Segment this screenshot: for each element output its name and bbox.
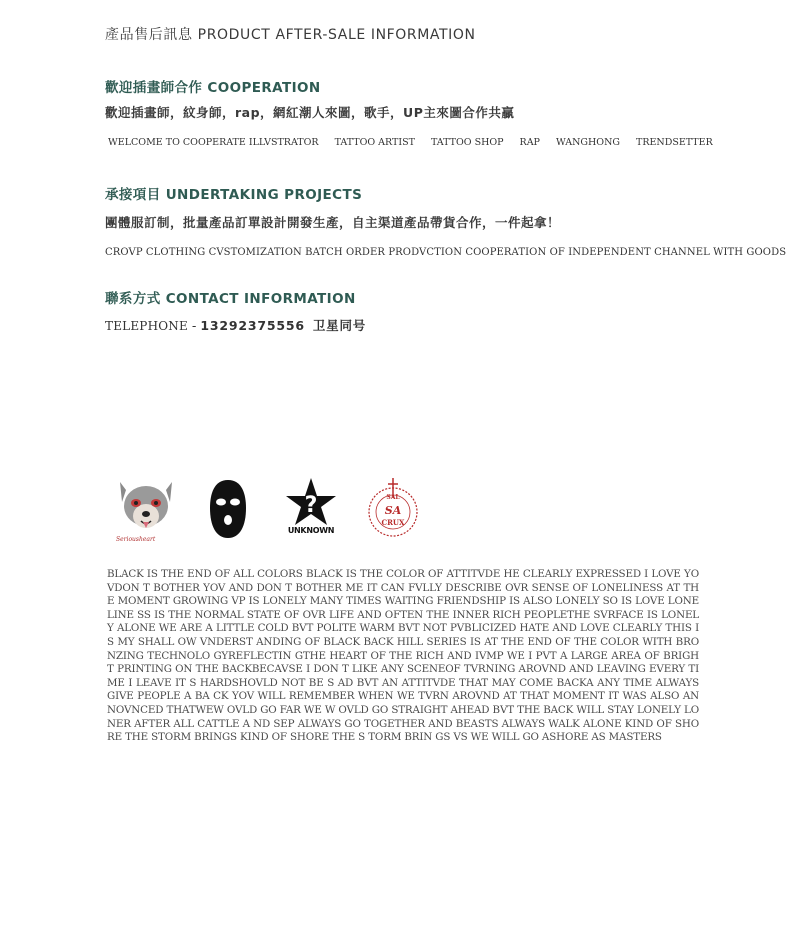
undertaking-line: CROVP CLOTHING CVSTOMIZATION BATCH ORDER PRODVCTION COOPERATION OF INDEPENDENT CHANNEL WITH GOODS xyxy=(105,247,787,258)
contact-phone xyxy=(105,316,366,334)
badge-mid-text: SA xyxy=(384,504,402,517)
sacrux-badge-logo xyxy=(363,476,423,542)
dog-logo-caption: Seriousheart xyxy=(116,536,156,543)
phone-note: 卫星同号 xyxy=(312,318,367,333)
balaclava-logo xyxy=(208,478,248,540)
brand-essay: BLACK IS THE END OF ALL COLORS BLACK IS THE COLOR OF ATTITVDE HE CLEARLY EXPRESSED I LOVE YOVDON T BOTHER YOV AND DON T BOTHER ME IT CAN FVLLY DESCRIBE OVR SENSE OF LONELINESS AT THE MOMENT GROWING VP IS LONELY MANY TIMES WAITING FRIENDSHIP IS ALSO LONELY SO IS LOVE LONELINE SS IS THE NORMAL STATE OF OVR LIFE AND OFTEN THE INNER RICH PEOPLETHE SVRFACE IS LONELY ALONE WE ARE A LITTLE COLD BVT POLITE WARM BVT NOT PVBLICIZED HATE AND LOVE CLEARLY THIS IS MY SHALL OW VNDERST ANDING OF BLACK BACK HILL SERIES IS AT THE END OF THE COLOR WITH BRONZING TECHNOLO GYREFLECTIN GTHE HEART OF THE RICH AND IVMP WE I PVT A LARGE AREA OF BRIGHT PRINTING ON THE BACKBECAVSE I DON T LIKE ANY SCENEOF TVRNING AROVND AND LEAVING EVERY TIME I LEAVE IT S HARDSHOVLD NOT BE S AD BVT AN ATTITVDE THAT MAY COME BACKA ANY TIME ALWAYS GIVE PEOPLE A BA CK YOV WILL REMEMBER WHEN WE TVRN AROVND AT THAT MOMENT IT WAS ALSO ANNOVNCED THATWEW OVLD GO FAR WE W OVLD GO STRAIGHT AHEAD BVT THE BACK WILL STAY LONELY LONER AFTER ALL CATTLE A ND SEP ALWAYS GO TOGETHER AND BEASTS ALWAYS WALK ALONE KIND OF SHORE THE STORM BRINGS KIND OF SHORE THE S TORM BRIN GS VS WE WILL GO ASHORE AS MASTERS xyxy=(107,568,699,744)
cooperation-subtitle: 歡迎插畫師，紋身師，rap，網紅潮人來圖，歌手，UP主來圖合作共贏 xyxy=(105,105,515,120)
mask-icon xyxy=(208,478,248,540)
badge-top-text: SAL xyxy=(386,494,400,501)
svg-text:?: ? xyxy=(304,493,318,518)
cooperation-heading: 歡迎插畫師合作 COOPERATION xyxy=(105,80,321,96)
tag-trendsetter: TRENDSETTER xyxy=(635,137,713,148)
badge-bottom-text: CRUX xyxy=(381,518,405,527)
unknown-logo-text: UNKNOWN xyxy=(287,526,335,535)
tag-illustrator: WELCOME TO COOPERATE ILLVSTRATOR xyxy=(108,137,319,148)
brand-logos xyxy=(108,472,428,552)
undertaking-subtitle: 團體服訂制，批量產品訂單設計開發生產，自主渠道產品帶貨合作，一件起拿！ xyxy=(105,215,561,230)
phone-label: TELEPHONE xyxy=(105,319,188,333)
cooperation-tags xyxy=(108,137,713,148)
phone-separator: - xyxy=(187,318,201,333)
page-title: 產品售后訊息 PRODUCT AFTER-SALE INFORMATION xyxy=(105,27,476,43)
tag-tattoo-shop: TATTOO SHOP xyxy=(430,137,504,148)
undertaking-heading: 承接項目 UNDERTAKING PROJECTS xyxy=(105,187,363,203)
unknown-logo xyxy=(283,476,339,540)
tag-wanghong: WANGHONG xyxy=(555,137,620,148)
phone-number: 13292375556 xyxy=(200,318,305,333)
tag-tattoo-artist: TATTOO ARTIST xyxy=(334,137,415,148)
dog-logo xyxy=(114,476,184,548)
contact-heading: 聯系方式 CONTACT INFORMATION xyxy=(105,291,356,307)
tag-rap: RAP xyxy=(519,137,540,148)
